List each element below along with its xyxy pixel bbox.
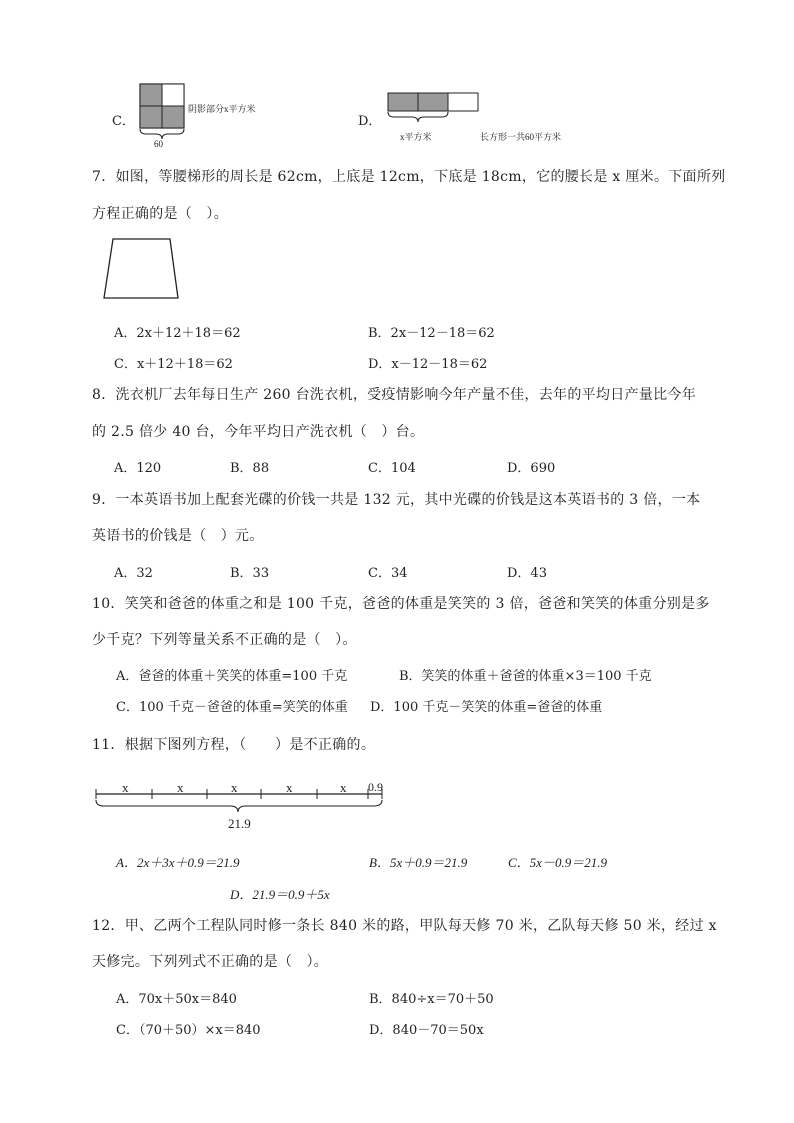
q11-segment-label-3: x [231,780,238,795]
q7-stem-line1: 7．如图，等腰梯形的周长是 62cm，上底是 12cm，下底是 18cm，它的腰长是 x 厘米。下面所列 [92,169,726,185]
q8-stem-line1: 8．洗衣机厂去年每日生产 260 台洗衣机，受疫情影响今年产量不佳，去年的平均日产量比今年 [92,387,697,403]
q11-total-label: 21.9 [228,816,251,831]
q8-option-c[interactable]: C．104 [368,461,416,476]
q10-option-b[interactable]: B．笑笑的体重＋爸爸的体重×3＝100 千克 [399,669,652,684]
q11-option-c[interactable]: C．5x－0.9＝21.9 [508,855,607,870]
q12-option-a[interactable]: A．70x＋50x＝840 [116,992,237,1007]
q12-option-c[interactable]: C．（70＋50）×x＝840 [116,1023,261,1038]
q6-option-d-letter[interactable]: D． [358,114,382,129]
q10-option-a[interactable]: A．爸爸的体重＋笑笑的体重=100 千克 [116,669,348,684]
q11-option-b[interactable]: B．5x＋0.9＝21.9 [369,855,468,870]
q11-segment-label-2: x [177,780,184,795]
q8-option-b[interactable]: B．88 [230,461,270,476]
q6-option-d-brace-label: x平方米 [400,132,432,142]
q9-stem-line1: 9．一本英语书加上配套光碟的价钱一共是 132 元，其中光碟的价钱是这本英语书的 3 倍，一本 [92,492,701,508]
q7-stem-line2: 方程正确的是（ ）。 [92,206,228,222]
q11-total-brace [96,800,382,812]
q12-stem-line2: 天修完。下列列式不正确的是（ ）。 [92,954,329,970]
q9-option-d[interactable]: D．43 [507,566,547,581]
q11-option-d[interactable]: D．21.9＝0.9＋5x [230,887,330,902]
q9-option-b[interactable]: B．33 [230,566,270,581]
q11-tail-label: 0.9 [368,780,383,794]
q6-option-d-caption: 长方形一共60平方米 [480,132,562,142]
q10-option-d[interactable]: D．100 千克－笑笑的体重=爸爸的体重 [370,700,603,715]
q11-stem-line1: 11．根据下图列方程，（ ）是不正确的。 [92,737,376,753]
q7-option-a[interactable]: A．2x＋12＋18＝62 [114,326,241,341]
q12-option-b[interactable]: B．840÷x＝70＋50 [369,992,494,1007]
q11-segment-label-4: x [286,780,293,795]
q10-option-c[interactable]: C．100 千克－爸爸的体重=笑笑的体重 [116,700,348,715]
q9-option-c[interactable]: C．34 [368,566,408,581]
q8-option-a[interactable]: A．120 [114,461,162,476]
q12-stem-line1: 12．甲、乙两个工程队同时修一条长 840 米的路，甲队每天修 70 米，乙队每天修 50 米，经过 x [92,918,717,934]
q10-stem-line2: 少千克？下列等量关系不正确的是（ ）。 [92,632,357,648]
q12-option-d[interactable]: D．840－70＝50x [369,1023,484,1038]
q11-segment-label-1: x [122,780,129,795]
q6-option-c-brace-label: 60 [154,139,163,149]
q9-stem-line2: 英语书的价钱是（ ）元。 [92,528,264,544]
q6-option-c-caption: 阴影部分x平方米 [188,104,256,114]
q10-stem-line1: 10．笑笑和爸爸的体重之和是 100 千克，爸爸的体重是笑笑的 3 倍，爸爸和笑笑的体重分别是多 [92,596,710,612]
q6-option-d-figure [386,90,482,130]
q9-option-a[interactable]: A．32 [114,566,153,581]
q11-option-a[interactable]: A．2x＋3x＋0.9＝21.9 [116,855,240,870]
q7-trapezoid-figure [100,236,184,302]
q11-segment-label-5: x [340,780,347,795]
q7-option-c[interactable]: C．x＋12＋18＝62 [114,357,233,372]
q8-option-d[interactable]: D．690 [507,461,556,476]
q7-option-d[interactable]: D．x－12－18＝62 [368,357,488,372]
q8-stem-line2: 的 2.5 倍少 40 台，今年平均日产洗衣机（ ）台。 [92,424,425,440]
q7-option-b[interactable]: B．2x－12－18＝62 [368,326,495,341]
q6-option-c-letter[interactable]: C． [112,114,135,129]
